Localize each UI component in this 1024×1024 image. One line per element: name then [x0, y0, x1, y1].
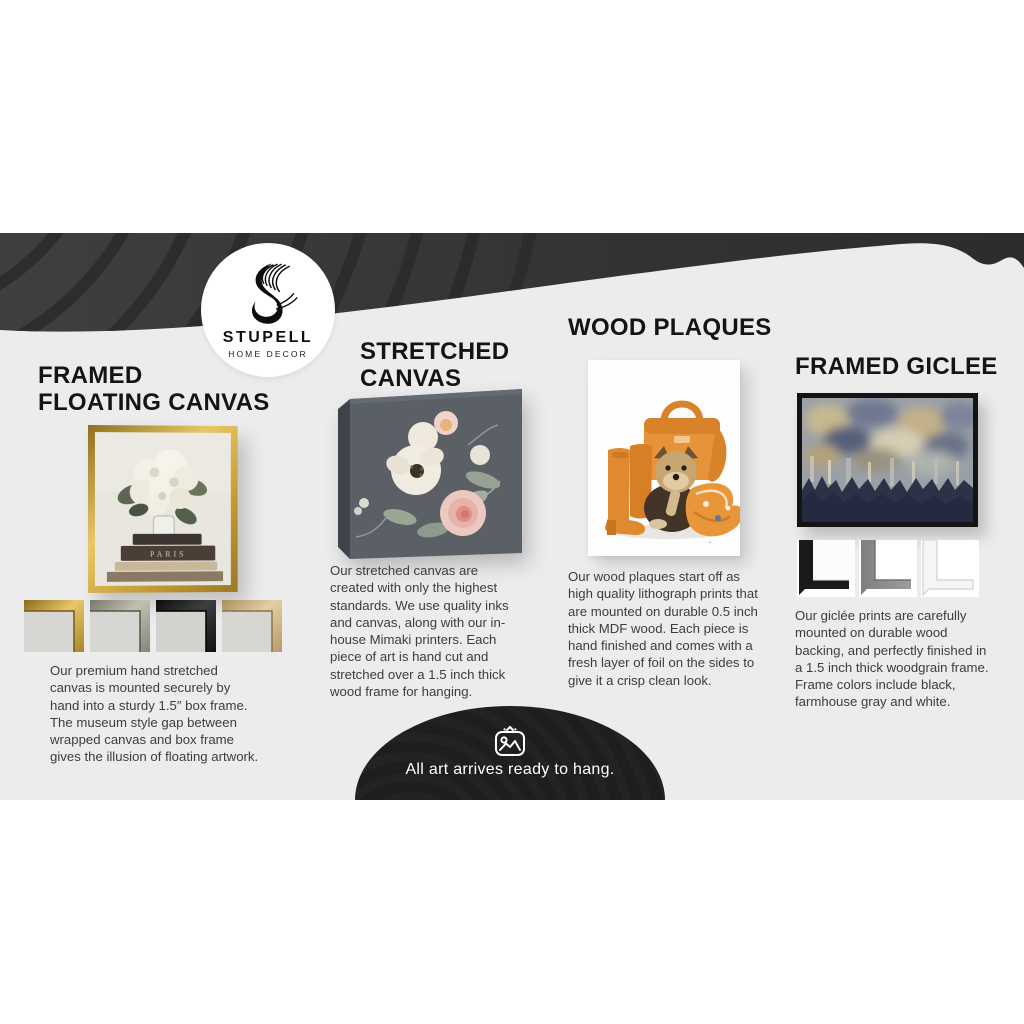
swatch-champagne: [222, 600, 282, 652]
giclee-swatch-black: [797, 540, 855, 597]
svg-text:⌁: ⌁: [708, 540, 712, 546]
swatch-gold: [24, 600, 84, 652]
section-title-wood: WOOD PLAQUES: [568, 314, 772, 341]
section-title-giclee: FRAMED GICLEE: [795, 353, 998, 380]
footer-dome: [355, 706, 665, 800]
footer-message: All art arrives ready to hang.: [405, 761, 615, 778]
floating-canvas-artwork: [88, 425, 238, 593]
title-stretched-line2: CANVAS: [360, 365, 462, 392]
swatch-pewter: [90, 600, 150, 652]
section-title-floating: [38, 362, 270, 416]
stretched-canvas-artwork: [328, 385, 524, 571]
content-band: [0, 233, 1024, 800]
giclee-swatch-white: [921, 540, 979, 597]
orange-accessories-art: [588, 360, 740, 556]
paris-book-label: PARIS: [150, 549, 187, 559]
floating-frame-swatches: [24, 600, 282, 652]
stupell-s-icon: [234, 255, 302, 329]
brand-tagline: HOME DECOR: [228, 349, 308, 359]
wood-plaque-artwork: [588, 360, 740, 556]
abstract-navy-gold-art: [802, 398, 973, 522]
title-floating-line1: FRAMED: [38, 362, 143, 389]
title-floating-line2: FLOATING CANVAS: [38, 389, 270, 416]
brand-logo: [201, 243, 335, 377]
floral-paris-art: [95, 432, 231, 586]
framed-picture-icon: [492, 726, 528, 758]
giclee-framed-artwork: [797, 393, 978, 527]
top-wave-graphic: [0, 233, 1024, 345]
giclee-description: Our giclée prints are carefully mounted on durable wood backing, and perfectly finished in a 1.5 inch thick woodgrain frame. Frame colors include black, farmhouse gray and white.: [795, 608, 989, 710]
giclee-swatch-gray: [859, 540, 917, 597]
stretched-description: Our stretched canvas are created with only the highest standards. We use quality inks and canvas, along with our in-house Mimaki printers. Each piece of art is hand cut and stretched over a 1.5 inch thick wood frame for hanging.: [330, 563, 509, 700]
wood-description: Our wood plaques start off as high quality lithograph prints that are mounted on durable 0.5 inch thick MDF wood. Each piece is hand finished and comes with a fresh layer of foil on the sides to give it a crisp clean look.: [568, 569, 758, 688]
giclee-frame-swatches: [797, 540, 979, 597]
section-title-stretched: [360, 338, 509, 392]
brand-name: STUPELL: [222, 329, 314, 346]
swatch-black: [156, 600, 216, 652]
title-stretched-line1: STRETCHED: [360, 338, 510, 365]
floating-description: Our premium hand stretched canvas is mounted securely by hand into a sturdy 1.5″ box frame. The museum style gap between wrapped canvas and box frame gives the illusion of floating artwork.: [50, 663, 259, 765]
